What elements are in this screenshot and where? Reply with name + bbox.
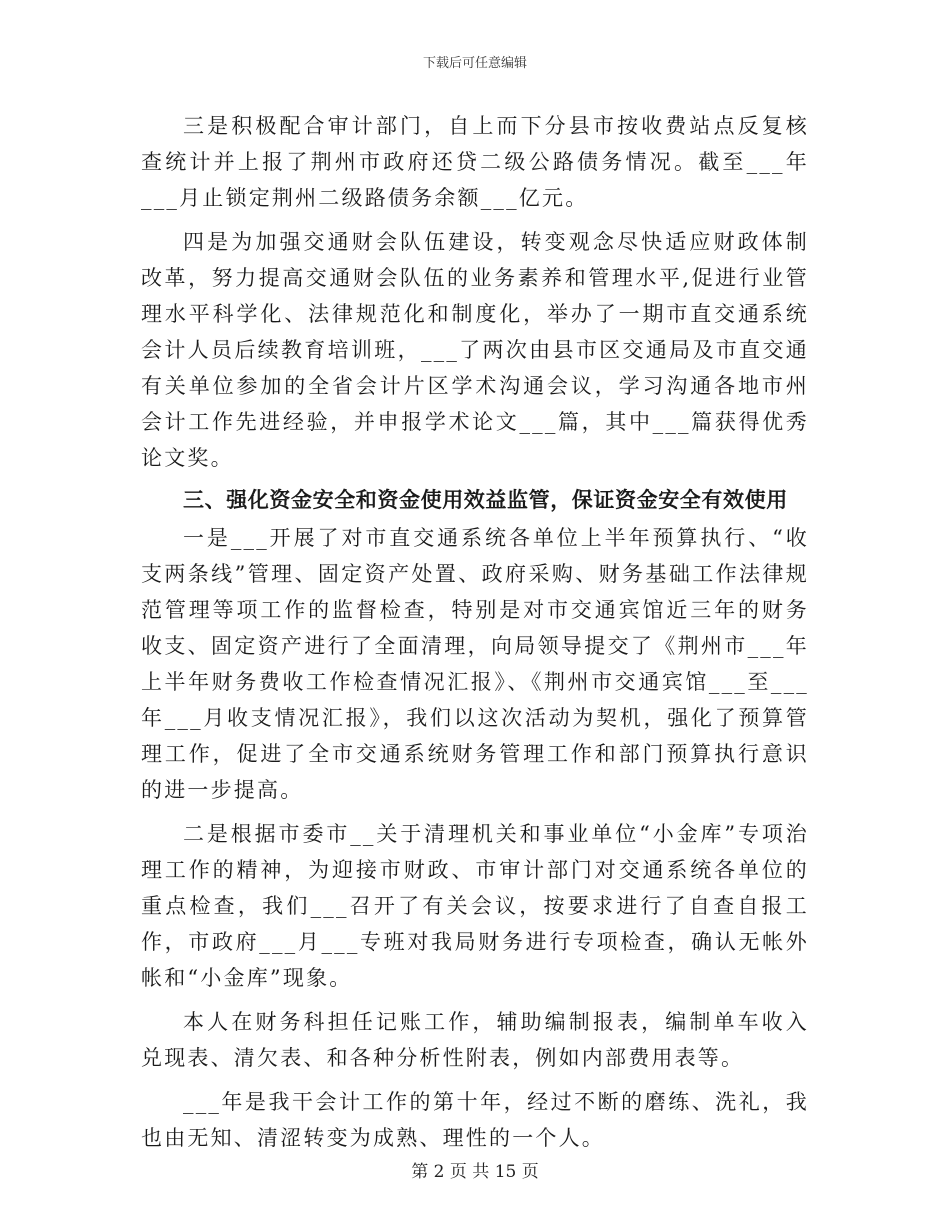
paragraph-tenth-year: ___年是我干会计工作的第十年，经过不断的磨练、洗礼，我也由无知、清涩转变为成熟、理性的一个人。	[141, 1090, 809, 1150]
section-heading: 三、强化资金安全和资金使用效益监管，保证资金安全有效使用	[183, 487, 788, 512]
document-body	[141, 108, 809, 1156]
paragraph-small-treasury: 二是根据市委市__关于清理机关和事业单位“小金库”专项治理工作的精神，为迎接市财政、市审计部门对交通系统各单位的重点检查，我们___召开了有关会议，按要求进行了自查自报工作，市政府___月___专班对我局财务进行专项检查，确认无帐外帐和“小金库”现象。	[141, 822, 809, 990]
paragraph-inspection: 一是___开展了对市直交通系统各单位上半年预算执行、“收支两条线”管理、固定资产处置、政府采购、财务基础工作法律规范管理等项工作的监督检查，特别是对市交通宾馆近三年的财务收支、固定资产进行了全面清理，向局领导提交了《荆州市___年上半年财务费收工作检查情况汇报》、《荆州市交通宾馆___至___年___月收支情况汇报》，我们以这次活动为契机，强化了预算管理工作，促进了全市交通系统财务管理工作和部门预算执行意识的进一步提高。	[141, 526, 809, 802]
page-header: 下载后可任意编辑	[422, 56, 527, 71]
paragraph-audit: 三是积极配合审计部门，自上而下分县市按收费站点反复核查统计并上报了荆州市政府还贷二级公路债务情况。截至___年___月止锁定荆州二级路债务余额___亿元。	[141, 114, 809, 210]
paragraph-team-building: 四是为加强交通财会队伍建设，转变观念尽快适应财政体制改革，努力提高交通财会队伍的业务素养和管理水平,促进行业管理水平科学化、法律规范化和制度化，举办了一期市直交通系统会计人员后续教育培训班，___了两次由县市区交通局及市直交通有关单位参加的全省会计片区学术沟通会议，学习沟通各地市州会计工作先进经验，并申报学术论文___篇，其中___篇获得优秀论文奖。	[141, 230, 809, 470]
page-number: 第 2 页 共 15 页	[411, 1162, 539, 1182]
paragraph-bookkeeping: 本人在财务科担任记账工作，辅助编制报表，编制单车收入兑现表、清欠表、和各种分析性附表，例如内部费用表等。	[141, 1010, 809, 1070]
